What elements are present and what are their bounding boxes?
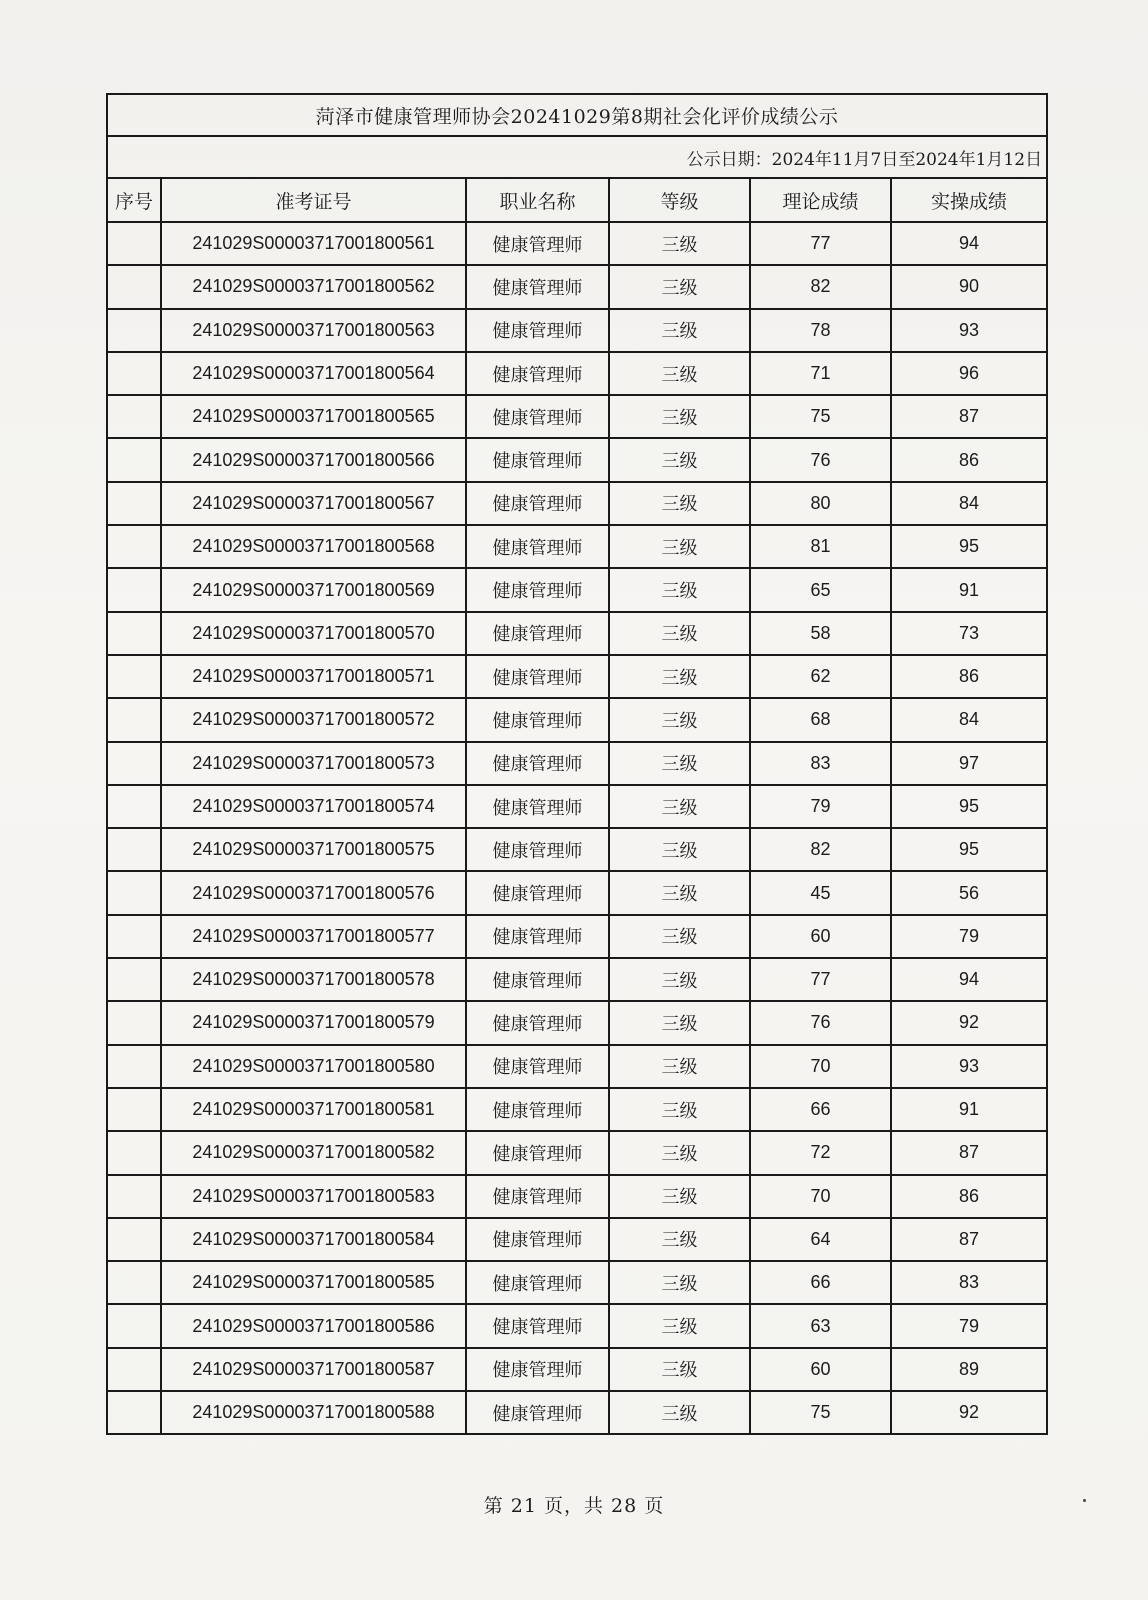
cell-level: 三级 [609, 915, 750, 958]
column-header-occupation: 职业名称 [466, 178, 609, 222]
cell-seq [107, 958, 161, 1001]
cell-theory-score: 45 [750, 871, 891, 914]
cell-level: 三级 [609, 1304, 750, 1347]
cell-theory-score: 70 [750, 1045, 891, 1088]
cell-seq [107, 742, 161, 785]
cell-practice-score: 93 [891, 309, 1047, 352]
cell-level: 三级 [609, 352, 750, 395]
cell-ticket-number: 241029S00003717001800568 [161, 525, 466, 568]
cell-ticket-number: 241029S00003717001800582 [161, 1131, 466, 1174]
cell-occupation: 健康管理师 [466, 1088, 609, 1131]
table-row [107, 1088, 1047, 1131]
cell-seq [107, 871, 161, 914]
score-announcement-table [106, 93, 1048, 1435]
document-title: 菏泽市健康管理师协会20241029第8期社会化评价成绩公示 [107, 94, 1047, 136]
cell-level: 三级 [609, 1045, 750, 1088]
cell-practice-score: 94 [891, 958, 1047, 1001]
cell-theory-score: 77 [750, 958, 891, 1001]
cell-practice-score: 95 [891, 525, 1047, 568]
cell-level: 三级 [609, 1131, 750, 1174]
cell-practice-score: 86 [891, 438, 1047, 481]
cell-ticket-number: 241029S00003717001800571 [161, 655, 466, 698]
cell-theory-score: 66 [750, 1261, 891, 1304]
cell-seq [107, 482, 161, 525]
cell-occupation: 健康管理师 [466, 1348, 609, 1391]
cell-practice-score: 92 [891, 1391, 1047, 1434]
cell-level: 三级 [609, 525, 750, 568]
cell-level: 三级 [609, 612, 750, 655]
table-row [107, 1391, 1047, 1434]
cell-theory-score: 77 [750, 222, 891, 265]
cell-ticket-number: 241029S00003717001800570 [161, 612, 466, 655]
table-row [107, 395, 1047, 438]
page-number: 第 21 页，共 28 页 [483, 1495, 665, 1517]
cell-level: 三级 [609, 1175, 750, 1218]
table-row [107, 438, 1047, 481]
cell-theory-score: 75 [750, 1391, 891, 1434]
cell-theory-score: 60 [750, 915, 891, 958]
cell-occupation: 健康管理师 [466, 612, 609, 655]
cell-theory-score: 62 [750, 655, 891, 698]
cell-seq [107, 395, 161, 438]
cell-seq [107, 828, 161, 871]
cell-occupation: 健康管理师 [466, 1261, 609, 1304]
cell-occupation: 健康管理师 [466, 1045, 609, 1088]
cell-theory-score: 70 [750, 1175, 891, 1218]
cell-seq [107, 1304, 161, 1347]
column-header-seq: 序号 [107, 178, 161, 222]
cell-ticket-number: 241029S00003717001800576 [161, 871, 466, 914]
cell-theory-score: 82 [750, 265, 891, 308]
cell-level: 三级 [609, 871, 750, 914]
table-row [107, 871, 1047, 914]
cell-ticket-number: 241029S00003717001800585 [161, 1261, 466, 1304]
cell-practice-score: 91 [891, 568, 1047, 611]
cell-occupation: 健康管理师 [466, 222, 609, 265]
cell-occupation: 健康管理师 [466, 352, 609, 395]
cell-seq [107, 568, 161, 611]
cell-theory-score: 60 [750, 1348, 891, 1391]
cell-ticket-number: 241029S00003717001800586 [161, 1304, 466, 1347]
cell-theory-score: 81 [750, 525, 891, 568]
cell-level: 三级 [609, 698, 750, 741]
cell-practice-score: 83 [891, 1261, 1047, 1304]
cell-level: 三级 [609, 438, 750, 481]
cell-level: 三级 [609, 1348, 750, 1391]
cell-theory-score: 64 [750, 1218, 891, 1261]
cell-level: 三级 [609, 309, 750, 352]
cell-occupation: 健康管理师 [466, 655, 609, 698]
cell-level: 三级 [609, 742, 750, 785]
cell-seq [107, 1218, 161, 1261]
cell-level: 三级 [609, 222, 750, 265]
cell-seq [107, 1131, 161, 1174]
publish-date: 公示日期：2024年11月7日至2024年1月12日 [107, 136, 1047, 178]
cell-ticket-number: 241029S00003717001800572 [161, 698, 466, 741]
cell-level: 三级 [609, 1088, 750, 1131]
cell-occupation: 健康管理师 [466, 698, 609, 741]
cell-practice-score: 95 [891, 828, 1047, 871]
cell-level: 三级 [609, 395, 750, 438]
cell-theory-score: 78 [750, 309, 891, 352]
cell-theory-score: 83 [750, 742, 891, 785]
cell-seq [107, 352, 161, 395]
cell-practice-score: 92 [891, 1001, 1047, 1044]
cell-ticket-number: 241029S00003717001800566 [161, 438, 466, 481]
table-row [107, 1261, 1047, 1304]
cell-level: 三级 [609, 482, 750, 525]
cell-occupation: 健康管理师 [466, 395, 609, 438]
cell-practice-score: 56 [891, 871, 1047, 914]
table-row [107, 568, 1047, 611]
cell-occupation: 健康管理师 [466, 958, 609, 1001]
cell-practice-score: 90 [891, 265, 1047, 308]
cell-occupation: 健康管理师 [466, 1131, 609, 1174]
cell-practice-score: 86 [891, 655, 1047, 698]
column-header-ticket: 准考证号 [161, 178, 466, 222]
cell-ticket-number: 241029S00003717001800584 [161, 1218, 466, 1261]
cell-seq [107, 1088, 161, 1131]
cell-practice-score: 87 [891, 1131, 1047, 1174]
cell-ticket-number: 241029S00003717001800561 [161, 222, 466, 265]
cell-practice-score: 87 [891, 395, 1047, 438]
cell-theory-score: 79 [750, 785, 891, 828]
table-row [107, 352, 1047, 395]
cell-occupation: 健康管理师 [466, 1001, 609, 1044]
cell-level: 三级 [609, 1391, 750, 1434]
cell-practice-score: 93 [891, 1045, 1047, 1088]
header-row [107, 178, 1047, 222]
cell-occupation: 健康管理师 [466, 309, 609, 352]
cell-ticket-number: 241029S00003717001800574 [161, 785, 466, 828]
table-row [107, 222, 1047, 265]
cell-practice-score: 96 [891, 352, 1047, 395]
table-row [107, 612, 1047, 655]
cell-level: 三级 [609, 1218, 750, 1261]
table-row [107, 1131, 1047, 1174]
cell-seq [107, 612, 161, 655]
table-row [107, 1304, 1047, 1347]
cell-level: 三级 [609, 1001, 750, 1044]
cell-seq [107, 309, 161, 352]
cell-theory-score: 76 [750, 438, 891, 481]
cell-level: 三级 [609, 958, 750, 1001]
table-row [107, 915, 1047, 958]
cell-seq [107, 1348, 161, 1391]
cell-occupation: 健康管理师 [466, 438, 609, 481]
table-row [107, 1218, 1047, 1261]
cell-practice-score: 87 [891, 1218, 1047, 1261]
cell-seq [107, 785, 161, 828]
table-row [107, 698, 1047, 741]
cell-practice-score: 79 [891, 915, 1047, 958]
cell-practice-score: 84 [891, 482, 1047, 525]
cell-occupation: 健康管理师 [466, 1391, 609, 1434]
cell-seq [107, 698, 161, 741]
table-row [107, 1175, 1047, 1218]
cell-theory-score: 65 [750, 568, 891, 611]
table-row [107, 1001, 1047, 1044]
cell-theory-score: 58 [750, 612, 891, 655]
cell-occupation: 健康管理师 [466, 828, 609, 871]
cell-level: 三级 [609, 785, 750, 828]
cell-level: 三级 [609, 828, 750, 871]
cell-theory-score: 63 [750, 1304, 891, 1347]
table-row [107, 828, 1047, 871]
cell-seq [107, 525, 161, 568]
cell-practice-score: 89 [891, 1348, 1047, 1391]
cell-level: 三级 [609, 568, 750, 611]
table-row [107, 525, 1047, 568]
cell-ticket-number: 241029S00003717001800588 [161, 1391, 466, 1434]
cell-level: 三级 [609, 655, 750, 698]
table-row [107, 1348, 1047, 1391]
cell-occupation: 健康管理师 [466, 785, 609, 828]
cell-occupation: 健康管理师 [466, 482, 609, 525]
cell-occupation: 健康管理师 [466, 568, 609, 611]
table-row [107, 482, 1047, 525]
cell-theory-score: 68 [750, 698, 891, 741]
cell-seq [107, 915, 161, 958]
cell-practice-score: 79 [891, 1304, 1047, 1347]
cell-occupation: 健康管理师 [466, 265, 609, 308]
cell-theory-score: 82 [750, 828, 891, 871]
cell-occupation: 健康管理师 [466, 1175, 609, 1218]
cell-seq [107, 655, 161, 698]
cell-ticket-number: 241029S00003717001800562 [161, 265, 466, 308]
column-header-theory: 理论成绩 [750, 178, 891, 222]
cell-level: 三级 [609, 1261, 750, 1304]
cell-ticket-number: 241029S00003717001800564 [161, 352, 466, 395]
cell-practice-score: 97 [891, 742, 1047, 785]
cell-seq [107, 438, 161, 481]
cell-theory-score: 76 [750, 1001, 891, 1044]
title-row [107, 94, 1047, 136]
column-header-level: 等级 [609, 178, 750, 222]
column-header-practice: 实操成绩 [891, 178, 1047, 222]
table-row [107, 655, 1047, 698]
cell-seq [107, 1391, 161, 1434]
cell-ticket-number: 241029S00003717001800578 [161, 958, 466, 1001]
cell-ticket-number: 241029S00003717001800565 [161, 395, 466, 438]
cell-seq [107, 1001, 161, 1044]
cell-ticket-number: 241029S00003717001800563 [161, 309, 466, 352]
cell-ticket-number: 241029S00003717001800577 [161, 915, 466, 958]
table-row [107, 1045, 1047, 1088]
cell-occupation: 健康管理师 [466, 742, 609, 785]
cell-practice-score: 84 [891, 698, 1047, 741]
cell-ticket-number: 241029S00003717001800580 [161, 1045, 466, 1088]
date-row [107, 136, 1047, 178]
cell-seq [107, 1045, 161, 1088]
cell-occupation: 健康管理师 [466, 915, 609, 958]
cell-ticket-number: 241029S00003717001800583 [161, 1175, 466, 1218]
cell-occupation: 健康管理师 [466, 871, 609, 914]
cell-seq [107, 222, 161, 265]
table-row [107, 742, 1047, 785]
cell-seq [107, 1175, 161, 1218]
cell-theory-score: 66 [750, 1088, 891, 1131]
cell-ticket-number: 241029S00003717001800575 [161, 828, 466, 871]
cell-theory-score: 75 [750, 395, 891, 438]
cell-ticket-number: 241029S00003717001800569 [161, 568, 466, 611]
cell-ticket-number: 241029S00003717001800587 [161, 1348, 466, 1391]
cell-theory-score: 71 [750, 352, 891, 395]
cell-theory-score: 72 [750, 1131, 891, 1174]
cell-ticket-number: 241029S00003717001800573 [161, 742, 466, 785]
cell-occupation: 健康管理师 [466, 525, 609, 568]
table-row [107, 958, 1047, 1001]
cell-ticket-number: 241029S00003717001800567 [161, 482, 466, 525]
cell-practice-score: 94 [891, 222, 1047, 265]
cell-occupation: 健康管理师 [466, 1304, 609, 1347]
cell-ticket-number: 241029S00003717001800579 [161, 1001, 466, 1044]
cell-practice-score: 73 [891, 612, 1047, 655]
table-row [107, 309, 1047, 352]
cell-practice-score: 91 [891, 1088, 1047, 1131]
cell-level: 三级 [609, 265, 750, 308]
scan-speck [1083, 1499, 1086, 1502]
table-row [107, 265, 1047, 308]
cell-ticket-number: 241029S00003717001800581 [161, 1088, 466, 1131]
table-row [107, 785, 1047, 828]
cell-seq [107, 265, 161, 308]
cell-practice-score: 86 [891, 1175, 1047, 1218]
cell-practice-score: 95 [891, 785, 1047, 828]
cell-seq [107, 1261, 161, 1304]
cell-theory-score: 80 [750, 482, 891, 525]
cell-occupation: 健康管理师 [466, 1218, 609, 1261]
